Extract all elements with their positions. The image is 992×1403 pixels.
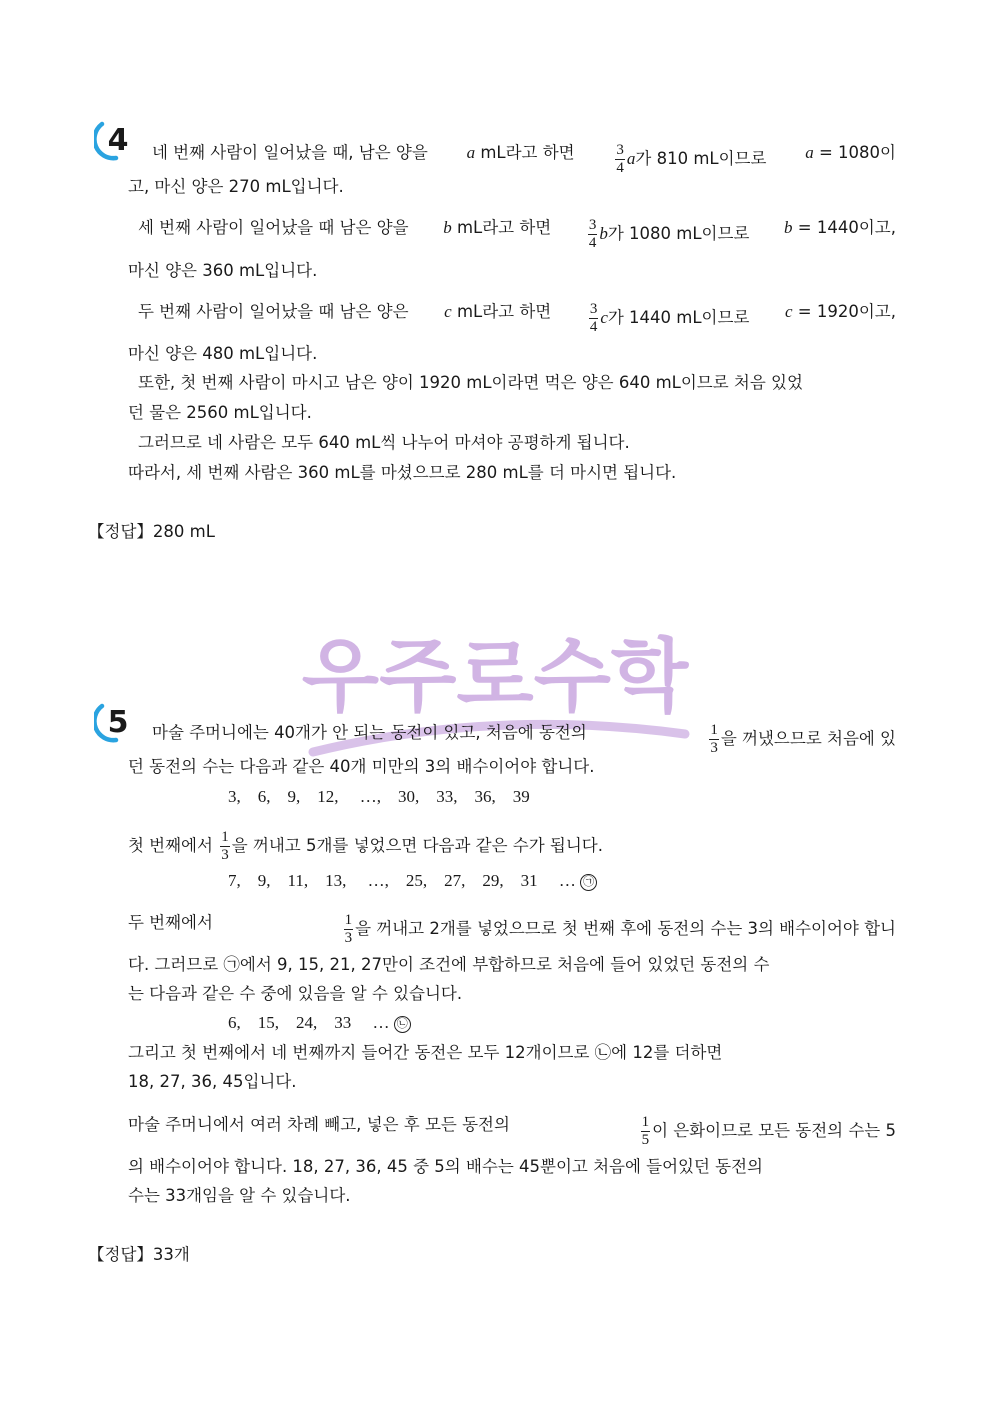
p4-line-4: 마신 양은 360 mL입니다.: [128, 261, 318, 280]
p4-line-5: 두 번째 사람이 일어났을 때 남은 양은 c mL라고 하면 $\frac{3}{4}$ c가 1440 mL이므로 c = 1920이고,: [138, 301, 896, 335]
p4-line-8: 던 물은 2560 mL입니다.: [128, 403, 312, 422]
p5-line-3: 첫 번째에서 $\frac{1}{3}$ 을 꺼내고 5개를 넣었으면 다음과 같은 수가 됩니다.: [128, 829, 603, 863]
p4-line-1: 네 번째 사람이 일어났을 때, 남은 양을 a mL라고 하면 $\frac{3}{4}$ a가 810 mL이므로 a = 1080이: [152, 142, 896, 176]
p5-sequence-2: 7, 9, 11, 13, …, 25, 27, 29, 31 … ㉠: [228, 870, 597, 892]
p5-line-1: 마술 주머니에는 40개가 안 되는 동전이 있고, 처음에 동전의 $\frac{1}{3}$ 을 꺼냈으므로 처음에 있: [152, 722, 896, 756]
problem-5-number: 5: [107, 705, 129, 740]
problem-4-marker: [94, 118, 138, 162]
p5-sequence-1: 3, 6, 9, 12, …, 30, 33, 36, 39: [228, 787, 530, 806]
fraction-1-3: $\frac{1}{3}$: [221, 829, 229, 863]
p4-line-9: 그러므로 네 사람은 모두 640 mL씩 나누어 마셔야 공평하게 됩니다.: [138, 433, 630, 452]
p4-l1a: 네 번째 사람이 일어났을 때, 남은 양을: [152, 143, 428, 162]
p5-line-8: 18, 27, 36, 45입니다.: [128, 1072, 297, 1091]
p5-line-9: 마술 주머니에서 여러 차례 빼고, 넣은 후 모든 동전의 $\frac{1}{5}$ 이 은화이므로 모든 동전의 수는 5: [128, 1114, 896, 1148]
p4-line-7: 또한, 첫 번째 사람이 마시고 남은 양이 1920 mL이라면 먹은 양은 640 mL이므로 처음 있었: [138, 373, 803, 392]
watermark-text: 우주로수학: [301, 630, 689, 723]
p5-line-6: 는 다음과 같은 수 중에 있음을 알 수 있습니다.: [128, 984, 463, 1003]
problem-5-marker: [94, 700, 138, 744]
fraction-3-4: $\frac{3}{4}$: [588, 217, 597, 251]
problem-4-number: 4: [107, 123, 129, 158]
fraction-1-3: $\frac{1}{3}$: [344, 912, 353, 946]
p5-line-2: 던 동전의 수는 다음과 같은 40개 미만의 3의 배수이어야 합니다.: [128, 757, 595, 776]
p4-line-3: 세 번째 사람이 일어났을 때 남은 양을 b mL라고 하면 $\frac{3}{4}$ b가 1080 mL이므로 b = 1440이고,: [138, 217, 896, 251]
fraction-1-3: $\frac{1}{3}$: [710, 722, 718, 756]
p5-line-10: 의 배수이어야 합니다. 18, 27, 36, 45 중 5의 배수는 45뿐이고 처음에 들어있던 동전의: [128, 1157, 763, 1176]
fraction-3-4: $\frac{3}{4}$: [589, 301, 598, 335]
p5-line-5: 다. 그러므로 ㉠에서 9, 15, 21, 27만이 조건에 부합하므로 처음에 들어 있었던 동전의 수: [128, 955, 770, 974]
p4-line-6: 마신 양은 480 mL입니다.: [128, 344, 318, 363]
circled-label-2: ㉡: [394, 1016, 411, 1033]
p5-answer: 【정답】33개: [88, 1245, 190, 1264]
p5-line-4: 두 번째에서 $\frac{1}{3}$ 을 꺼내고 2개를 넣었으므로 첫 번째 후에 동전의 수는 3의 배수이어야 합니: [128, 912, 896, 946]
fraction-3-4: $\frac{3}{4}$: [616, 142, 624, 176]
fraction-1-5: $\frac{1}{5}$: [641, 1114, 650, 1148]
p4-line-2: 고, 마신 양은 270 mL입니다.: [128, 177, 344, 196]
p5-line-7: 그리고 첫 번째에서 네 번째까지 들어간 동전은 모두 12개이므로 ㉡에 12를 더하면: [128, 1043, 723, 1062]
circled-label-1: ㉠: [580, 874, 597, 891]
p4-line-10: 따라서, 세 번째 사람은 360 mL를 마셨으므로 280 mL를 더 마시면 됩니다.: [128, 463, 677, 482]
p5-line-11: 수는 33개임을 알 수 있습니다.: [128, 1186, 351, 1205]
p5-sequence-3: 6, 15, 24, 33 … ㉡: [228, 1012, 411, 1034]
p4-answer: 【정답】280 mL: [88, 522, 215, 541]
